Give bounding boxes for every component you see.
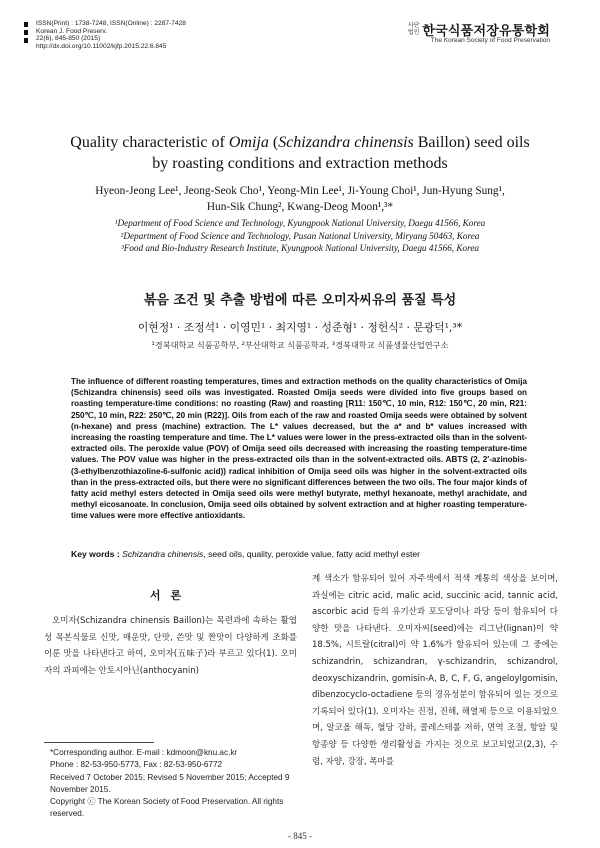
society-prefix: 사단 법인 — [407, 22, 420, 36]
footnote-divider — [44, 742, 154, 743]
issn-line: ISSN(Print) : 1738-7248, ISSN(Online) : 2287-7428 — [36, 20, 186, 27]
contact-phone: Phone : 82-53-950-5773, Fax : 82-53-950-6772 — [50, 760, 223, 770]
affiliation-3: ³Food and Bio-Industry Research Institute, Kyungpook National University, Daegu 41566, Korea — [120, 243, 480, 254]
copyright: Copyright ⓒ The Korean Society of Food Preservation. All rights reserved. — [50, 797, 284, 819]
abstract: The influence of different roasting temperatures, times and extraction methods on the quality characteristics of Omija (Schizandra chinensis) seed oils was investigated. Roasted Omija seeds were divided into five groups based on roasting temperature-time conditions: no roasting (Raw) and roasting [R11: 150℃, 10 min, R12: 150℃, 20 min, R21: 250℃, 10 min, R22: 250℃, 20 min (R22)]. Oils from each of the raw and roasted Omija seeds were obtained by solvent (n-hexane) and press (machine) extraction. The L* values decreased, but the a* and b* values increased with increasing the roasting temperature and time. The L* values were lower in the press-extracted oils than in the solvent-extracted oils. The peroxide value (POV) of Omija seed oils decreased with increasing the roasting temperature-time values. The POV value was higher in the press-extracted oils than in the solvent-extracted oils. ABTS (2, 2′-azinobis-(3-ethylbenzothiazoline-6-sulfonic acid)) radical inhibition of Omija seed oils was higher in the solvent-extracted oils than in the press-extracted oils, but there were no significant differences between the two oils. The four major kinds of fatty acid methyl esters detected in Omija seed oils were methyl butyrate, methyl hexanoate, methyl arachidate, and methyl eicosanoate. In conclusion, Omija seed oils obtained by solvent extraction and at higher roasting temperature-time values were more effective antioxidants. — [71, 377, 527, 521]
header-bullet-icon — [24, 38, 28, 43]
doi-link[interactable]: http://dx.doi.org/10.11002/kjfp.2015.22.6.845 — [36, 42, 167, 50]
volume-line: 22(6), 845-850 (2015) — [36, 35, 101, 43]
right-column-text: 계 색소가 함유되어 있어 자주색에서 적색 계통의 색상을 보이며, 과실에는 citric acid, malic acid, succinic acid, tannic acid, ascorbic acid 등의 유기산과 포도당이나 과당 등이 함유되어 다양한 맛을 나타낸다. 오미자씨(seed)에는 리그난(lignan)이 약 18.5%, 시트랄(citral)이 약 1.6%가 함유되어 있는데 그 중에는 schizandrin, schizandran, γ-schizandrin, schizandrol, deoxyschizandrin, gomisin-A, B, C, F, G, angeloylgomisin, dibenzocyclo-octadiene 등의 경유성분이 함유되어 있는 것으로 기록되어 있다(1). 오미자는 진정, 진해, 해열제 등으로 이용되었으며, 알코올 해독, 혈당 강하, 콜레스테롤 저하, 면역 조절, 항암 및 항종양 등 다양한 생리활성을 가지는 것으로 보고되었고(2,3), 수렴, 자양, 강장, 폭마를 — [312, 574, 558, 767]
section-heading: 서론 — [149, 589, 192, 602]
keywords: Key words : Schizandra chinensis, seed oils, quality, peroxide value, fatty acid methyl ester — [71, 549, 421, 559]
issn-block — [36, 20, 186, 50]
header-bullet-icon — [24, 22, 28, 27]
society-name-korean: 한국식품저장유통학회 — [422, 24, 550, 39]
page-number: - 845 - — [288, 831, 312, 841]
footnote — [50, 747, 297, 821]
korean-affiliations: ¹경북대학교 식품공학부, ²부산대학교 식품공학과, ³경북대학교 식품생물산업연구소 — [151, 340, 449, 350]
affiliations — [70, 217, 530, 255]
korean-title: 볶음 조건 및 추출 방법에 따른 오미자씨유의 품질 특성 — [143, 293, 457, 308]
left-column — [44, 587, 297, 679]
affiliation-1: ¹Department of Food Science and Technology, Kyungpook National University, Daegu 41566, Korea — [114, 218, 486, 228]
journal-header — [24, 12, 576, 90]
corresponding-author: *Corresponding author. E-mail : kdmoon@knu.ac.kr — [50, 748, 238, 757]
intro-paragraph: 오미자(Schizandra chinensis Baillon)는 목련과에 속하는 활엽성 목본식물로 신맛, 매운맛, 단맛, 쓴맛 및 짠맛이 다양하게 조화를 이룬 맛을 나타낸다고 하여, 오미자(五味子)라 부르고 있다(1). 오미자의 과피에는 안토시아닌(anthocyanin) — [44, 616, 297, 676]
author-list: Hyeon-Jeong Lee¹, Jeong-Seok Cho¹, Yeong-Min Lee¹, Ji-Young Choi¹, Jun-Hyung Sung¹, Hun-Sik Chung², Kwang-Deog Moon¹,³* — [95, 185, 505, 213]
korean-authors: 이현정¹ · 조정석¹ · 이영민¹ · 최지영¹ · 성준형¹ · 정헌식² · 문광덕¹,³* — [137, 321, 463, 334]
header-bullet-icon — [24, 30, 28, 35]
society-name-english: The Korean Society of Food Preservation — [430, 37, 550, 44]
journal-name: Korean J. Food Preserv. — [36, 27, 107, 35]
paper-title: Quality characteristic of Omija (Schizandra chinensis Baillon) seed oils by roasting conditions and extraction methods — [70, 134, 530, 172]
affiliation-2: ²Department of Food Science and Technology, Pusan National University, Miryang 50463, Korea — [120, 230, 480, 241]
received-dates: Received 7 October 2015; Revised 5 November 2015; Accepted 9 November 2015. — [50, 772, 290, 794]
